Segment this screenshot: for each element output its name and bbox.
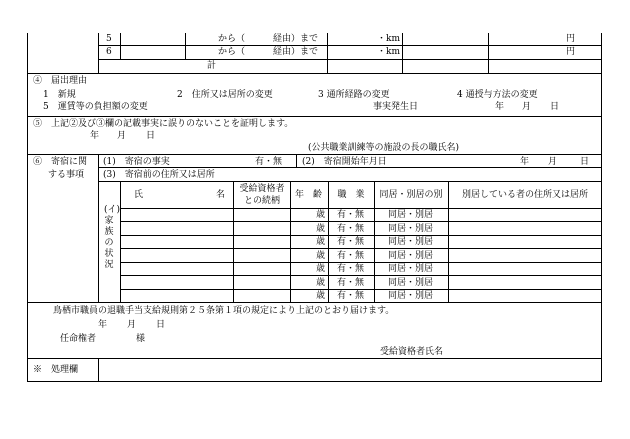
row-job: 有・無 xyxy=(337,210,365,220)
row-age: 歳 xyxy=(316,278,326,288)
row-age: 歳 xyxy=(316,251,326,261)
date-year: 年 xyxy=(98,320,108,330)
reason-option: 2 住所又は居所の変更 xyxy=(177,90,273,100)
section4-title: ④ 届出理由 xyxy=(33,76,88,86)
date-year: 年 xyxy=(495,102,505,112)
row-age: 歳 xyxy=(316,210,326,220)
applicant-label: 受給資格者氏名 xyxy=(380,347,444,357)
row-job: 有・無 xyxy=(337,251,365,261)
signer-label: (公共職業訓練等の施設の長の職氏名) xyxy=(308,143,460,153)
row-job: 有・無 xyxy=(337,264,365,274)
date-day: 日 xyxy=(550,102,560,112)
header-relation: 受給資格者 xyxy=(239,184,285,194)
section5-text: ⑤ 上記②及び③欄の記載事実に誤りのないことを証明します。 xyxy=(33,119,294,129)
route-from: から（ xyxy=(218,34,246,44)
reason-option: 3 通所経路の変更 xyxy=(318,90,390,100)
authority-label: 任命権者 xyxy=(60,334,97,344)
header-name: 名 xyxy=(216,190,226,200)
date-year: 年 xyxy=(520,157,530,167)
section6-title: する事項 xyxy=(48,170,85,180)
family-status-label: (イ)家族の状況 xyxy=(104,205,121,270)
date-year: 年 xyxy=(90,131,100,141)
date-month: 月 xyxy=(127,320,137,330)
route-no: 6 xyxy=(106,47,112,57)
row-age: 歳 xyxy=(316,224,326,234)
route-distance: ・km xyxy=(377,47,400,57)
row-age: 歳 xyxy=(316,264,326,274)
item3-label: (3) 寄宿前の住所又は居所 xyxy=(103,170,215,180)
header-age: 年 xyxy=(295,190,305,200)
header-age: 齢 xyxy=(313,190,323,200)
reason-option: 4 通授与方法の変更 xyxy=(457,90,538,100)
date-day: 日 xyxy=(146,131,156,141)
row-job: 有・無 xyxy=(337,237,365,247)
row-cohab: 同居・別居 xyxy=(388,264,434,274)
row-job: 有・無 xyxy=(337,278,365,288)
route-no: 5 xyxy=(106,34,112,44)
date-month: 月 xyxy=(548,157,558,167)
route-yen: 円 xyxy=(566,34,576,44)
route-via: 経由）まで xyxy=(273,47,319,57)
route-distance: ・km xyxy=(377,34,400,44)
route-yen: 円 xyxy=(566,47,576,57)
route-via: 経由）まで xyxy=(273,34,319,44)
processing-label: ※ 処理欄 xyxy=(33,365,79,375)
yes-no: 有・無 xyxy=(255,157,283,167)
total-label: 計 xyxy=(207,61,217,71)
declaration-text: 鳥栖市職員の退職手当支給規則第２５条第１項の規定により上記のとおり届けます。 xyxy=(53,306,395,316)
header-cohab: 同居・別居の別 xyxy=(379,190,443,200)
header-address: 別居している者の住所又は居所 xyxy=(461,190,589,200)
reason-option: 1 新規 xyxy=(43,90,76,100)
item1-label: (1) 寄宿の事実 xyxy=(103,157,170,167)
item2-label: (2) 寄宿開始年月日 xyxy=(302,157,387,167)
date-day: 日 xyxy=(580,157,590,167)
date-month: 月 xyxy=(117,131,127,141)
row-cohab: 同居・別居 xyxy=(388,210,434,220)
row-age: 歳 xyxy=(316,291,326,301)
row-job: 有・無 xyxy=(337,224,365,234)
header-name: 氏 xyxy=(134,190,144,200)
row-job: 有・無 xyxy=(337,291,365,301)
row-age: 歳 xyxy=(316,237,326,247)
reason-option: 5 運賃等の負担額の変更 xyxy=(43,102,148,112)
row-cohab: 同居・別居 xyxy=(388,251,434,261)
row-cohab: 同居・別居 xyxy=(388,291,434,301)
route-from: から（ xyxy=(218,47,246,57)
date-day: 日 xyxy=(156,320,166,330)
header-relation: との続柄 xyxy=(243,196,281,206)
row-cohab: 同居・別居 xyxy=(388,224,434,234)
header-job: 職 業 xyxy=(337,190,365,200)
row-cohab: 同居・別居 xyxy=(388,237,434,247)
honorific: 様 xyxy=(136,334,146,344)
date-month: 月 xyxy=(522,102,532,112)
event-date-label: 事実発生日 xyxy=(373,102,419,112)
section6-title: ⑥ 寄宿に関 xyxy=(33,157,88,167)
row-cohab: 同居・別居 xyxy=(388,278,434,288)
